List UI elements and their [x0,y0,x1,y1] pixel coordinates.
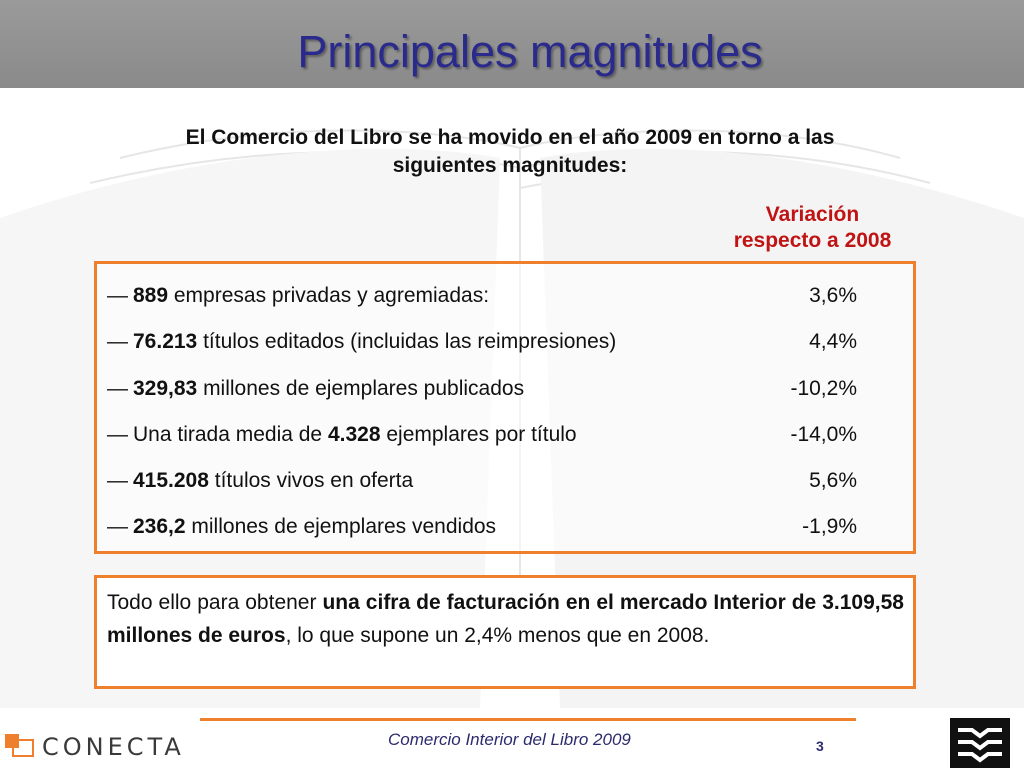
stat-description: títulos vivos en oferta [208,469,414,492]
summary-text [107,586,904,652]
footer-caption: Comercio Interior del Libro 2009 [388,730,631,749]
intro-line-2: siguientes magnitudes: [392,154,628,177]
stat-variation: 5,6% [809,469,857,492]
stat-number: 415.208 [133,469,209,492]
dash-bullet: — [107,330,128,353]
variation-header-line-2: respecto a 2008 [733,229,892,252]
stat-row [107,327,907,357]
intro-text [120,124,900,180]
summary-box [94,575,916,689]
publisher-emblem-icon [950,718,1010,768]
stat-number: 76.213 [133,330,198,353]
title-bar [0,0,1024,88]
summary-pre: Todo ello para obtener [107,591,323,614]
stat-pre: Una tirada media de [133,423,328,446]
variation-header-line-1: Variación [765,203,860,226]
stat-row [107,374,907,404]
summary-highlight: una cifra de facturación en el mercado Interior de 3.109,58 millones de euros [107,591,904,647]
stat-number: 236,2 [133,515,186,538]
stat-variation: 3,6% [809,284,857,307]
stat-description: ejemplares por título [380,423,577,446]
stats-box [94,261,916,554]
variation-header [700,202,925,254]
stat-variation: -14,0% [790,423,857,446]
stat-number: 889 [133,284,169,307]
stat-variation: 4,4% [809,330,857,353]
stat-description: millones de ejemplares vendidos [185,515,497,538]
stat-description: títulos editados (incluidas las reimpresiones) [197,330,617,353]
summary-post: , lo que supone un 2,4% menos que en 2008. [285,624,710,647]
stat-row [107,420,907,450]
dash-bullet: — [107,377,128,400]
stat-variation: -1,9% [802,515,857,538]
stat-number: 329,83 [133,377,198,400]
dash-bullet: — [107,284,128,307]
page-title: Principales magnitudes [297,26,763,77]
intro-line-1: El Comercio del Libro se ha movido en el año 2009 en torno a las [185,126,835,149]
stat-variation: -10,2% [790,377,857,400]
conecta-logo-icon [3,728,39,758]
dash-bullet: — [107,515,128,538]
stat-row [107,466,907,496]
footer-divider [200,718,856,721]
dash-bullet: — [107,423,128,446]
page-number: 3 [816,738,824,754]
stat-description: empresas privadas y agremiadas: [168,284,490,307]
stat-description: millones de ejemplares publicados [197,377,525,400]
stat-number: 4.328 [327,423,381,446]
stat-row [107,512,907,542]
dash-bullet: — [107,469,128,492]
conecta-logo-text: CONECTA [42,733,185,761]
stat-row [107,281,907,311]
